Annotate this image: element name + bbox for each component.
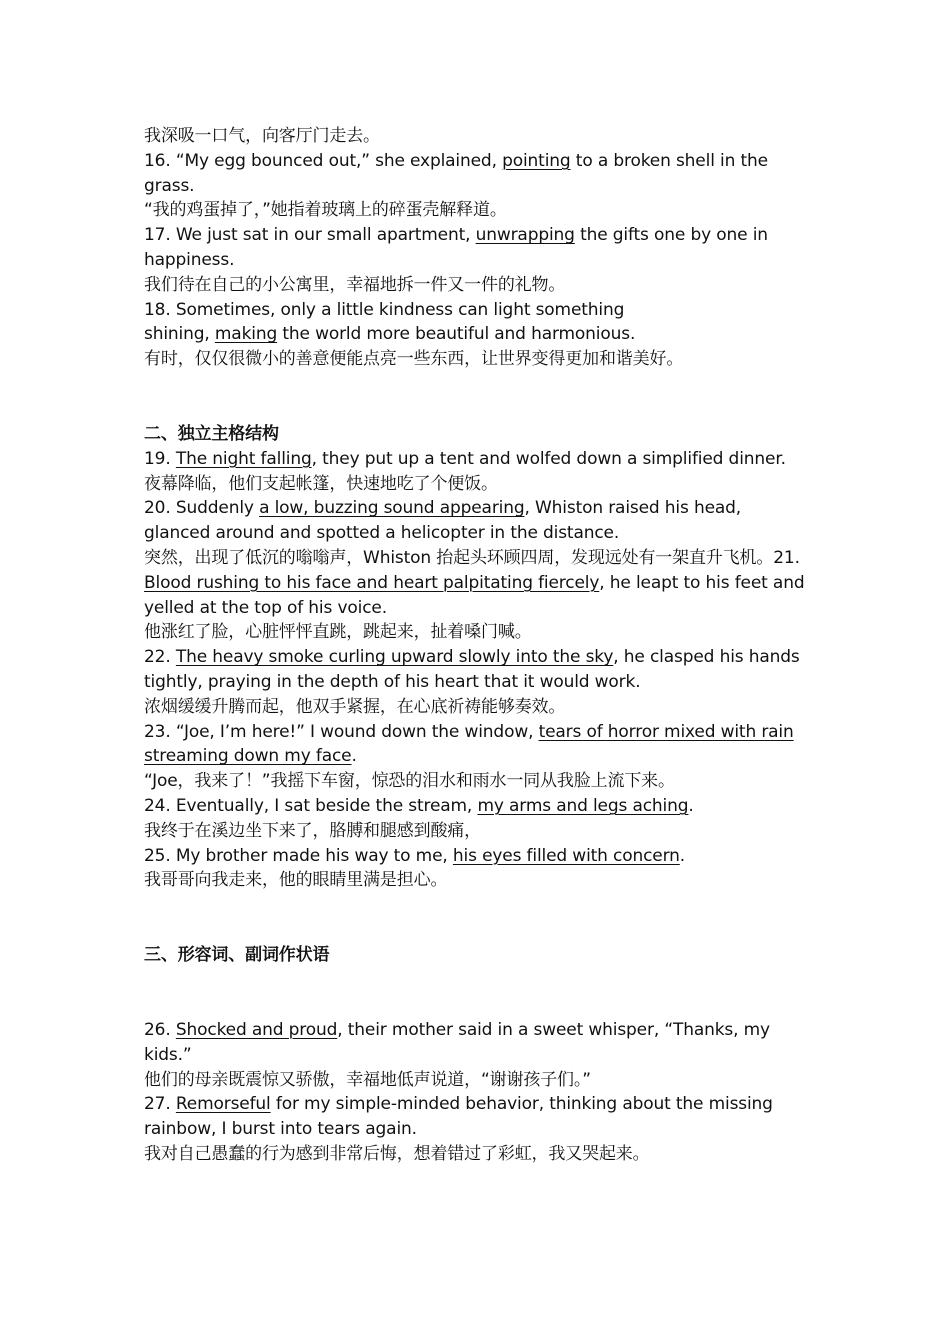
underlined-phrase: his eyes filled with concern xyxy=(452,845,680,866)
zh-translation-20: 突然，出现了低沉的嗡嗡声，Whiston 抬起头环顾四周，发现远处有一架直升飞机。 xyxy=(144,547,774,568)
en-sentence-24 xyxy=(144,794,809,819)
en-sentence-22 xyxy=(144,645,809,695)
sentence-text: the gifts one by one in happiness. xyxy=(144,225,768,270)
sentence-text: the world more beautiful and harmonious. xyxy=(277,324,636,345)
en-sentence-26 xyxy=(144,1018,809,1068)
zh-translation-23: “Joe，我来了！”我摇下车窗，惊恐的泪水和雨水一同从我脸上流下来。 xyxy=(144,771,675,792)
document-page xyxy=(144,124,809,1167)
item-number: 20. xyxy=(144,498,171,519)
item-number: 16. xyxy=(144,150,171,171)
sentence-text: . xyxy=(679,845,686,866)
sentence-text: My brother made his way to me, xyxy=(170,845,453,866)
sentence-text: “My egg bounced out,” she explained, xyxy=(170,150,503,171)
zh-translation-21: 他涨红了脸，心脏怦怦直跳，跳起来，扯着嗓门喊。 xyxy=(144,622,532,643)
zh-translation-22: 浓烟缓缓升腾而起，他双手紧握，在心底祈祷能够奏效。 xyxy=(144,696,566,717)
underlined-phrase: making xyxy=(214,324,278,345)
en-sentence-19 xyxy=(144,447,809,472)
underlined-phrase: a low, buzzing sound appearing xyxy=(259,498,525,519)
sentence-text: to a broken shell in the grass. xyxy=(144,150,768,196)
spacer xyxy=(144,968,809,1018)
sentence-text: “Joe, I’m here!” I wound down the window, xyxy=(170,721,539,742)
zh-translation-26: 他们的母亲既震惊又骄傲，幸福地低声说道，“谢谢孩子们。” xyxy=(144,1069,591,1090)
sentence-text: We just sat in our small apartment, xyxy=(170,225,476,246)
zh-translation-27: 我对自己愚蠢的行为感到非常后悔，想着错过了彩虹，我又哭起来。 xyxy=(144,1143,650,1164)
item-number: 25. xyxy=(144,845,171,866)
item-number: 17. xyxy=(144,225,171,246)
item-number: 27. xyxy=(144,1094,171,1115)
en-sentence-23 xyxy=(144,720,809,770)
zh-translation: 我深吸一口气，向客厅门走去。 xyxy=(144,126,380,146)
spacer xyxy=(144,372,809,422)
sentence-text: , their mother said in a sweet whisper, “Thanks, my kids.” xyxy=(144,1019,770,1065)
item-number: 26. xyxy=(144,1019,171,1040)
item-number: 24. xyxy=(144,795,171,816)
underlined-phrase: unwrapping xyxy=(475,225,575,246)
sentence-text: Suddenly xyxy=(170,498,260,519)
underlined-phrase: The night falling xyxy=(175,448,312,469)
underlined-phrase: tears of horror mixed with rain streaming down my face xyxy=(144,721,794,767)
zh-translation-24: 我终于在溪边坐下来了，胳膊和腿感到酸痛， xyxy=(144,820,481,841)
zh-translation-17: 我们待在自己的小公寓里，幸福地拆一件又一件的礼物。 xyxy=(144,274,566,295)
sentence-text: , he clasped his hands tightly, praying in the depth of his heart that it would work. xyxy=(144,647,800,692)
sentence-text: Eventually, I sat beside the stream, xyxy=(170,795,478,816)
sentence-text: for my simple-minded behavior, thinking about the missing rainbow, I burst into tears again. xyxy=(144,1094,773,1140)
item-number: 18. xyxy=(144,299,171,320)
sentence-text: , they put up a tent and wolfed down a simplified dinner. xyxy=(311,448,786,469)
item-number: 21. xyxy=(773,547,800,568)
section-heading-absolute-construction: 二、独立主格结构 xyxy=(144,423,279,444)
en-sentence-20 xyxy=(144,496,809,546)
zh-translation-25: 我哥哥向我走来，他的眼睛里满是担心。 xyxy=(144,870,448,891)
en-sentence-27 xyxy=(144,1092,809,1142)
zh-translation-20-and-sentence-21 xyxy=(144,546,809,620)
zh-translation-16: “我的鸡蛋掉了，”她指着玻璃上的碎蛋壳解释道。 xyxy=(144,200,507,221)
sentence-text: , he leapt to his feet and yelled at the top of his voice. xyxy=(144,572,805,618)
sentence-text: . xyxy=(351,746,357,767)
zh-translation-18: 有时，仅仅很微小的善意便能点亮一些东西，让世界变得更加和谐美好。 xyxy=(144,349,684,370)
underlined-phrase: Blood rushing to his face and heart palpitating fiercely xyxy=(144,572,600,593)
spacer xyxy=(144,893,809,943)
underlined-phrase: The heavy smoke curling upward slowly into the sky xyxy=(175,647,614,668)
underlined-phrase: my arms and legs aching xyxy=(477,795,689,816)
underlined-phrase: pointing xyxy=(502,150,571,171)
sentence-text: , Whiston raised his head, glanced around and spotted a helicopter in the distance. xyxy=(144,498,742,544)
sentence-text: . xyxy=(688,795,694,816)
en-sentence-18 xyxy=(144,298,654,348)
sentence-text: Sometimes, only a little kindness can light something shining, xyxy=(144,299,625,345)
zh-translation-19: 夜幕降临，他们支起帐篷，快速地吃了个便饭。 xyxy=(144,473,498,494)
item-number: 22. xyxy=(144,647,171,668)
item-number: 19. xyxy=(144,448,171,469)
section-heading-adjective-adverbial: 三、形容词、副词作状语 xyxy=(144,945,330,966)
underlined-phrase: Remorseful xyxy=(175,1094,271,1115)
underlined-phrase: Shocked and proud xyxy=(175,1019,338,1040)
en-sentence-25 xyxy=(144,844,809,869)
en-sentence-17 xyxy=(144,223,809,273)
en-sentence-16 xyxy=(144,149,809,199)
item-number: 23. xyxy=(144,721,171,742)
